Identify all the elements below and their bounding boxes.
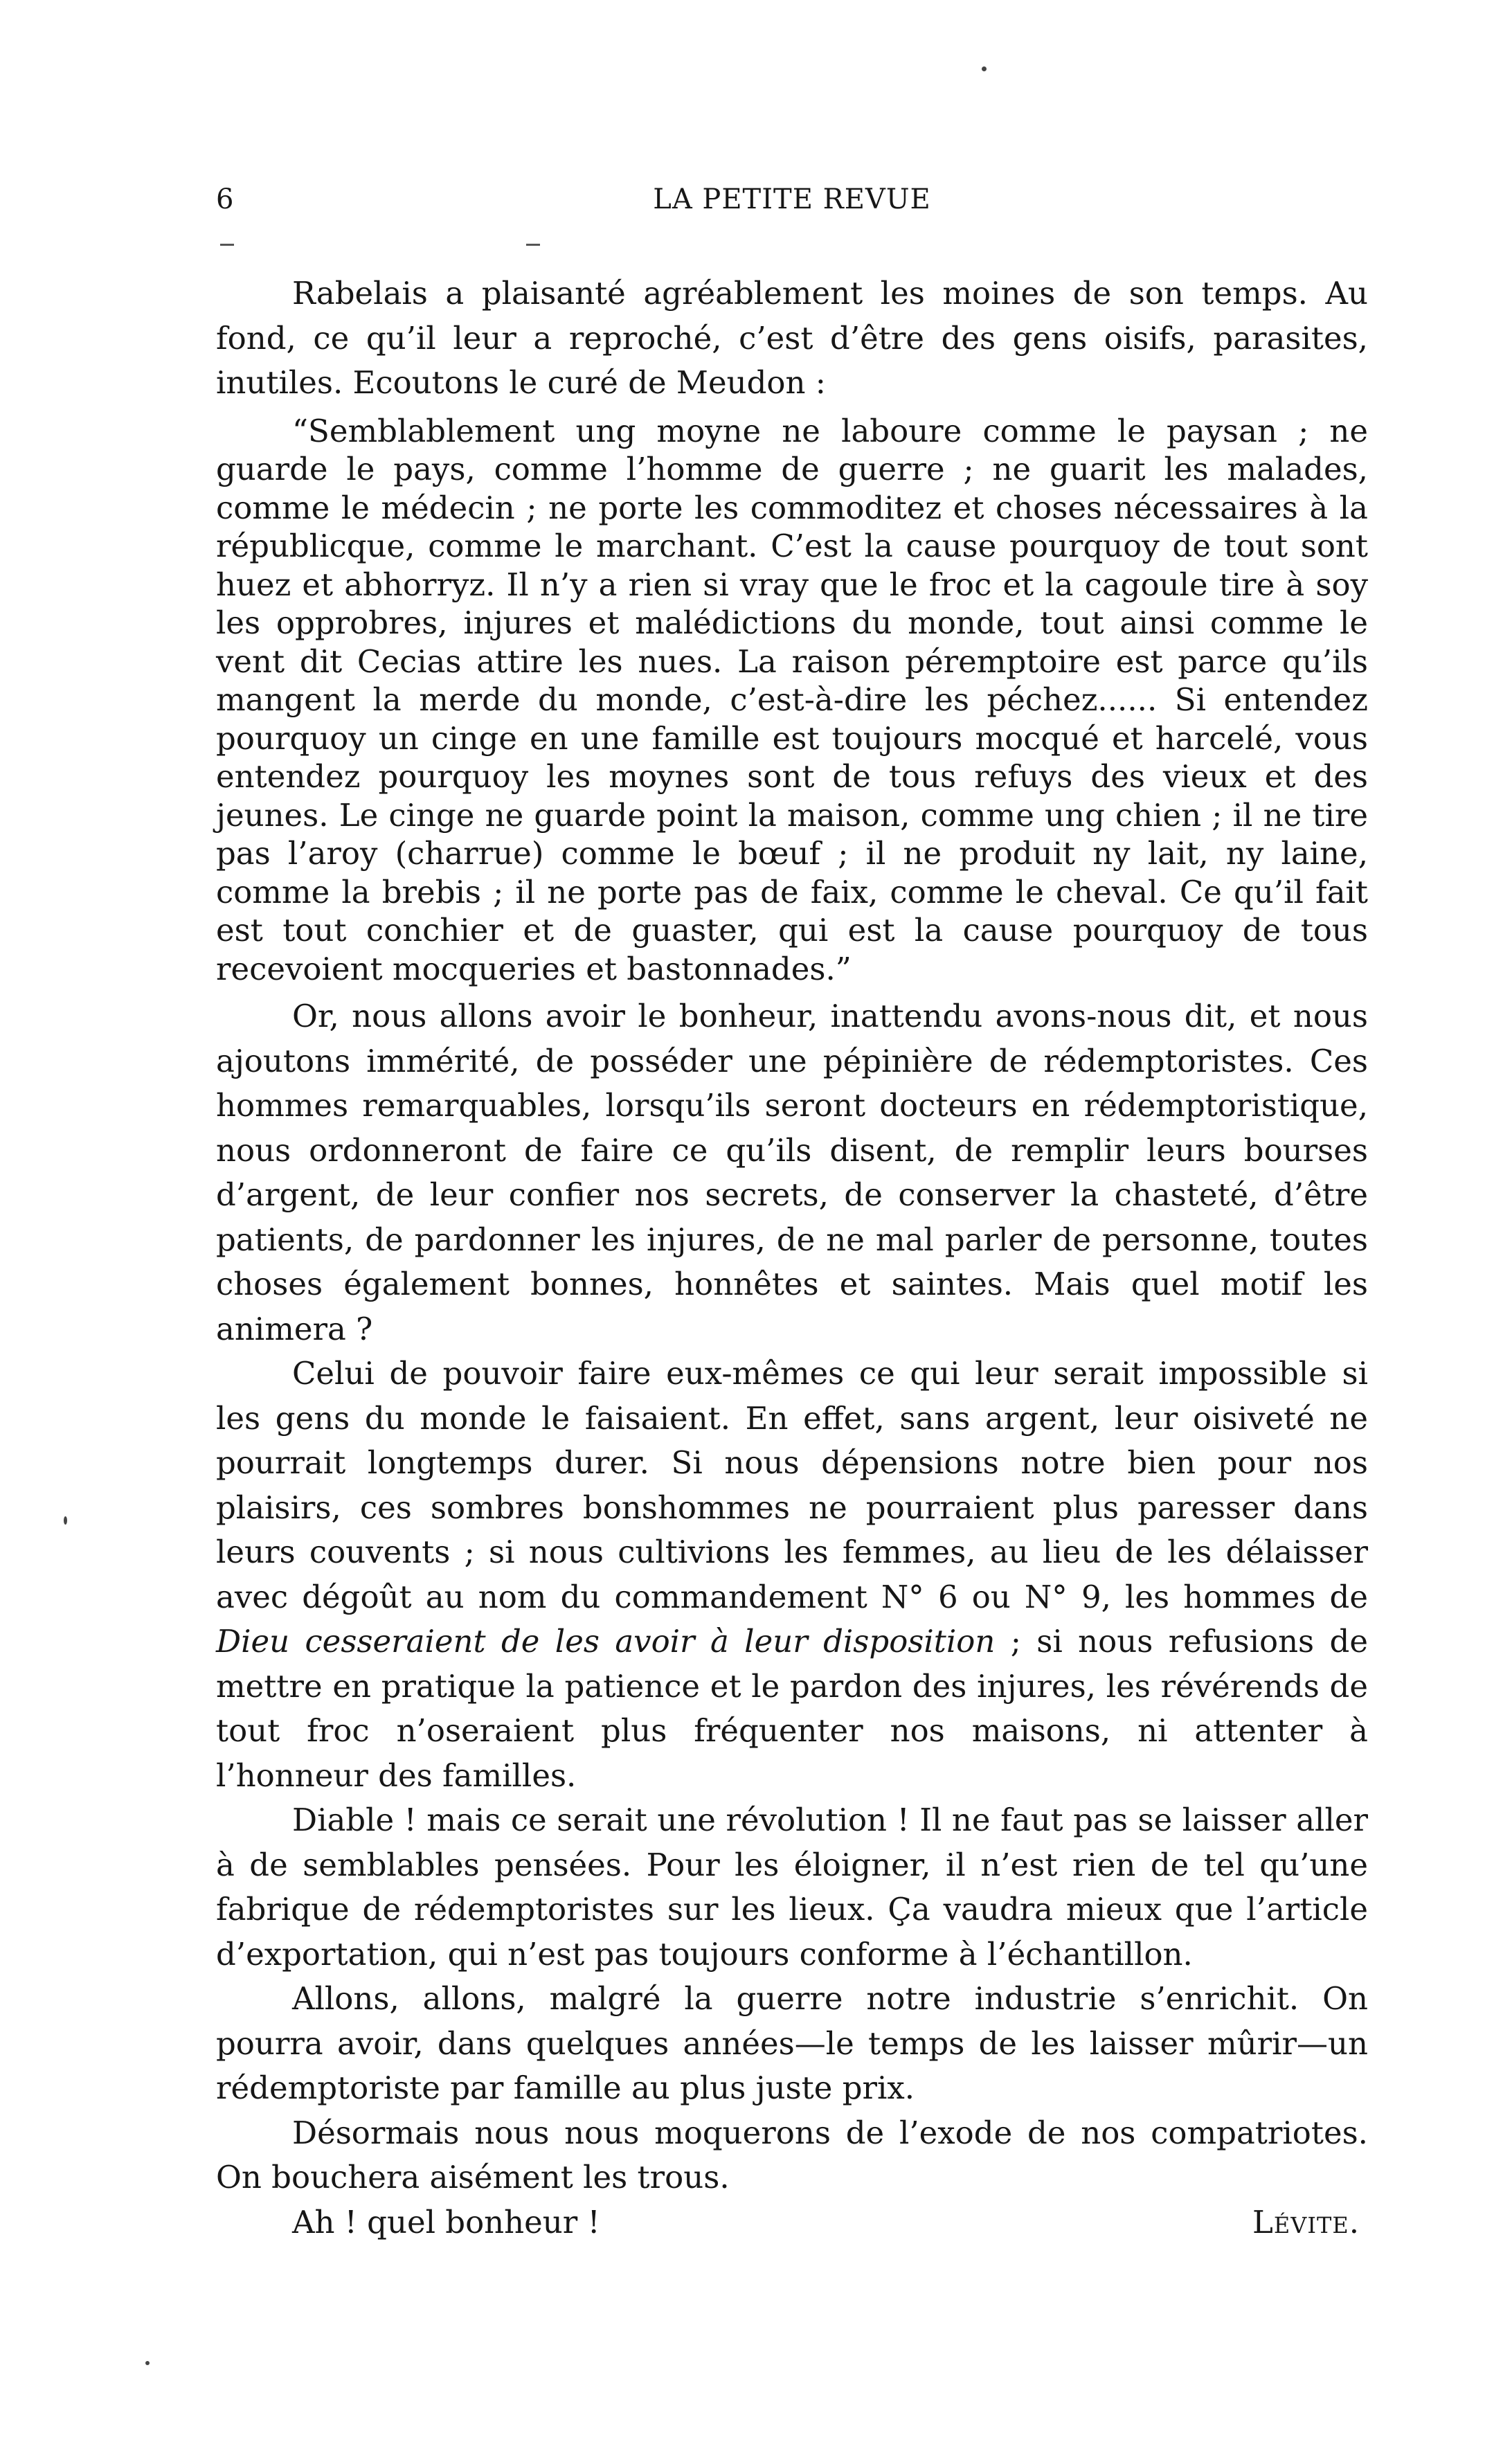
- header-rule-mark: [526, 244, 540, 246]
- print-speck: [982, 66, 987, 71]
- running-title: LA PETITE REVUE: [653, 183, 931, 215]
- paragraph-motif-part-b: ; si nous refusions de mettre en pratique la patience et le pardon des injures, les révérends de tout froc n’oseraient plus fréquenter nos maisons, ni attenter à l’honneur des familles.: [216, 1623, 1368, 1794]
- header-rule-mark: [220, 244, 234, 246]
- paragraph-motif-italic: Dieu cesseraient de les avoir à leur disposition: [216, 1623, 996, 1660]
- page-header: [216, 179, 1368, 220]
- closing-exclamation: Ah ! quel bonheur !: [292, 2203, 600, 2241]
- rabelais-quotation: “Semblablement ung moyne ne laboure comme le paysan ; ne guarde le pays, comme l’homme de guerre ; ne guarit les malades, comme le médecin ; ne porte les commoditez et choses nécessaires à la républicque, comme le marchant. C’est la cause pourquoy de tout sont huez et abhorryz. Il n’y a rien si vray que le froc et la cagoule tire à soy les opprobres, injures et malédictions du monde, tout ainsi comme le vent dit Cecias attire les nues. La raison péremptoire est parce qu’ils mangent la merde du monde, c’est-à-dire les péchez...... Si entendez pourquoy un cinge en une famille est toujours mocqué et harcelé, vous entendez pourquoy les moynes sont de tous refuys des vieux et des jeunes. Le cinge ne guarde point la maison, comme ung chien ; il ne tire pas l’aroy (charrue) comme le bœuf ; il ne produit ny lait, ny laine, comme la brebis ; il ne porte pas de faix, comme le cheval. Ce qu’il fait est tout conchier et de guaster, qui est la cause pourquoy de tous recevoient mocqueries et bastonnades.”: [216, 412, 1368, 987]
- paragraph-diable: Diable ! mais ce serait une révolution ! Il ne faut pas se laisser aller à de semblables pensées. Pour les éloigner, il n’est rien de tel qu’une fabrique de rédemptoristes sur les lieux. Ça vaudra mieux que l’article d’exportation, qui n’est pas toujours conforme à l’échantillon.: [216, 1802, 1368, 1973]
- closing-line: [216, 2200, 1368, 2245]
- paragraph-redemptoristes: Or, nous allons avoir le bonheur, inattendu avons-nous dit, et nous ajoutons immérité, de posséder une pépinière de rédemptoristes. Ces hommes remarquables, lorsqu’ils seront docteurs en rédemptoristique, nous ordonneront de faire ce qu’ils disent, de remplir leurs bourses d’argent, de leur confier nos secrets, de conserver la chasteté, d’être patients, de pardonner les injures, de ne mal parler de personne, toutes choses également bonnes, honnêtes et saintes. Mais quel motif les animera ?: [216, 998, 1368, 1347]
- paragraph-motif: [216, 1352, 1368, 1798]
- paragraph-desormais: Désormais nous nous moquerons de l’exode de nos compatriotes. On bouchera aisément les trous.: [216, 2114, 1368, 2196]
- author-signature: Lévite.: [1252, 2203, 1360, 2241]
- page-number: 6: [216, 183, 234, 215]
- paragraph-allons: Allons, allons, malgré la guerre notre industrie s’enrichit. On pourra avoir, dans quelques années—le temps de les laisser mûrir—un rédemptoriste par famille au plus juste prix.: [216, 1980, 1368, 2106]
- print-speck: [64, 1516, 67, 1525]
- body-text: [216, 271, 1368, 2245]
- paragraph-rabelais: Rabelais a plaisanté agréablement les moines de son temps. Au fond, ce qu’il leur a reproché, c’est d’être des gens oisifs, parasites, inutiles. Ecoutons le curé de Meudon :: [216, 275, 1368, 401]
- print-speck: [145, 2361, 150, 2365]
- paragraph-motif-part-a: Celui de pouvoir faire eux-mêmes ce qui leur serait impossible si les gens du monde le faisaient. En effet, sans argent, leur oisiveté ne pourrait longtemps durer. Si nous dépensions notre bien pour nos plaisirs, ces sombres bonshommes ne pourraient plus paresser dans leurs couvents ; si nous cultivions les femmes, au lieu de les délaisser avec dégoût au nom du commandement N° 6 ou N° 9, les hommes de: [216, 1355, 1368, 1615]
